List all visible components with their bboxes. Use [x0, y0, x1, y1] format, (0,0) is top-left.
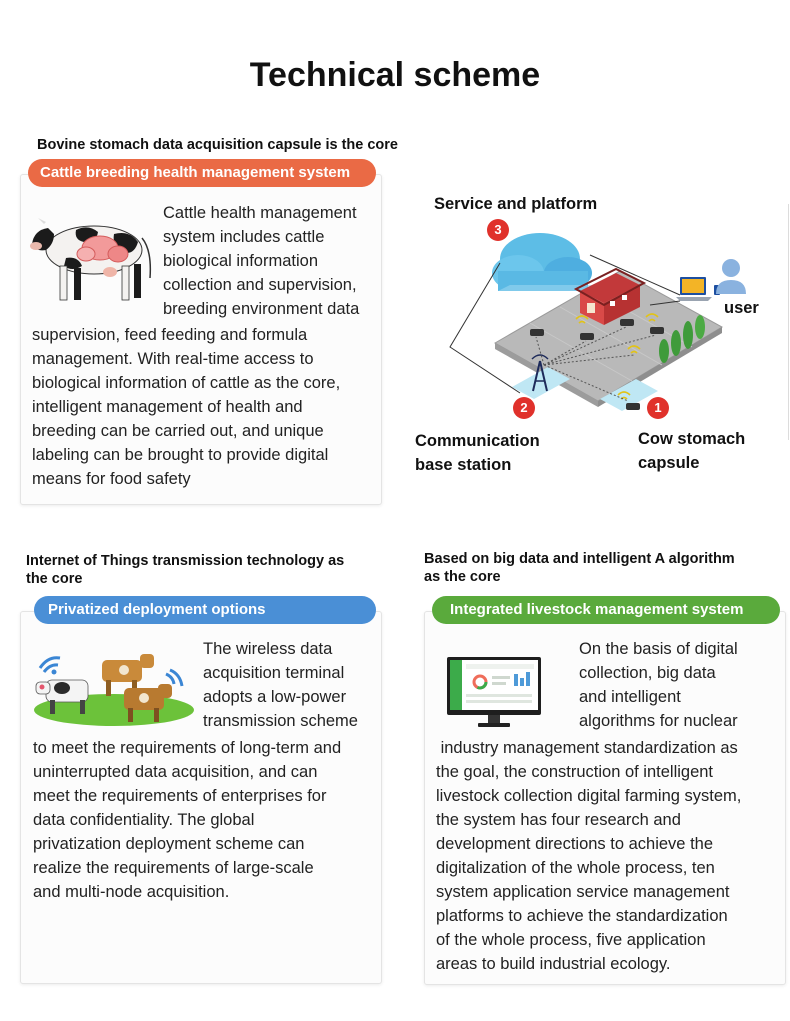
section3-caption-line2: as the core — [424, 569, 501, 585]
section1-pill: Cattle breeding health management system — [28, 159, 376, 187]
station-label-line1: Communication — [415, 432, 540, 450]
section2-text-l11: and multi-node acquisition. — [33, 883, 230, 901]
section2-text-l9: privatization deployment scheme can — [33, 835, 305, 853]
section1-text-l5: breeding environment data — [163, 300, 360, 318]
section1-text-l2: system includes cattle — [163, 228, 325, 246]
section3-text-l1: On the basis of digital — [579, 640, 738, 658]
section3-text-l5: industry management standardization as — [436, 739, 738, 757]
capsule-label-line1: Cow stomach — [638, 430, 746, 448]
wireless-cows-illustration — [32, 640, 196, 726]
section3-text-l14: areas to build industrial ecology. — [436, 955, 671, 973]
section3-text-l6: the goal, the construction of intelligent — [436, 763, 714, 781]
section2-text-l6: uninterrupted data acquisition, and can — [33, 763, 318, 781]
section2-caption-line1: Internet of Things transmission technology as — [26, 553, 345, 569]
user-label: user — [724, 299, 759, 317]
section3-caption-line1: Based on big data and intelligent A algorithm — [424, 551, 735, 567]
system-architecture-diagram — [440, 215, 740, 425]
section3-text-l2: collection, big data — [579, 664, 716, 682]
service-platform-label: Service and platform — [434, 195, 598, 213]
section2-text-l1: The wireless data — [203, 640, 333, 658]
section2-text-l3: adopts a low-power — [203, 688, 347, 706]
section3-text-l7: livestock collection digital farming system, — [436, 787, 742, 805]
section3-text-l13: of the whole process, five application — [436, 931, 706, 949]
section1-text-l8: biological information of cattle as the core, — [32, 374, 341, 392]
section1-text-l3: biological information — [163, 252, 319, 270]
section3-text-l12: platforms to achieve the standardization — [436, 907, 728, 925]
marker-2: 2 — [513, 397, 535, 419]
section1-text-l4: collection and supervision, — [163, 276, 357, 294]
section1-text-l6: supervision, feed feeding and formula — [32, 326, 308, 344]
dashboard-monitor-illustration — [446, 656, 542, 730]
section3-pill: Integrated livestock management system — [432, 596, 780, 624]
section2-text-l4: transmission scheme — [203, 712, 358, 730]
section1-text-l9: intelligent management of health and — [32, 398, 303, 416]
section2-caption-line2: the core — [26, 571, 83, 587]
section2-text-l7: meet the requirements of enterprises for — [33, 787, 327, 805]
cloud-icon — [492, 233, 600, 291]
section2-pill: Privatized deployment options — [34, 596, 376, 624]
section3-text-l9: development directions to achieve the — [436, 835, 714, 853]
section3-text-l4: algorithms for nuclear — [579, 712, 738, 730]
section3-text-l8: the system has four research and — [436, 811, 681, 829]
section2-text-l2: acquisition terminal — [203, 664, 345, 682]
section1-text-l1: Cattle health management — [163, 204, 357, 222]
diagram-edge-line — [788, 204, 789, 440]
section1-text-l12: means for food safety — [32, 470, 191, 488]
section2-text-l10: realize the requirements of large-scale — [33, 859, 314, 877]
marker-1: 1 — [647, 397, 669, 419]
section1-text-l10: breeding can be carried out, and unique — [32, 422, 324, 440]
capsule-label-line2: capsule — [638, 454, 700, 472]
cow-stomach-illustration — [26, 200, 160, 310]
page-title: Technical scheme — [249, 56, 541, 94]
user-icon — [714, 256, 748, 296]
section1-text-l7: management. With real-time access to — [32, 350, 314, 368]
section3-text-l11: system application service management — [436, 883, 730, 901]
marker-3: 3 — [487, 219, 509, 241]
section1-caption: Bovine stomach data acquisition capsule is the core — [37, 137, 398, 153]
section2-text-l5: to meet the requirements of long-term and — [33, 739, 342, 757]
section1-text-l11: labeling can be brought to provide digital — [32, 446, 329, 464]
section3-text-l10: digitalization of the whole process, ten — [436, 859, 715, 877]
section2-text-l8: data confidentiality. The global — [33, 811, 255, 829]
station-label-line2: base station — [415, 456, 512, 474]
section3-text-l3: and intelligent — [579, 688, 681, 706]
